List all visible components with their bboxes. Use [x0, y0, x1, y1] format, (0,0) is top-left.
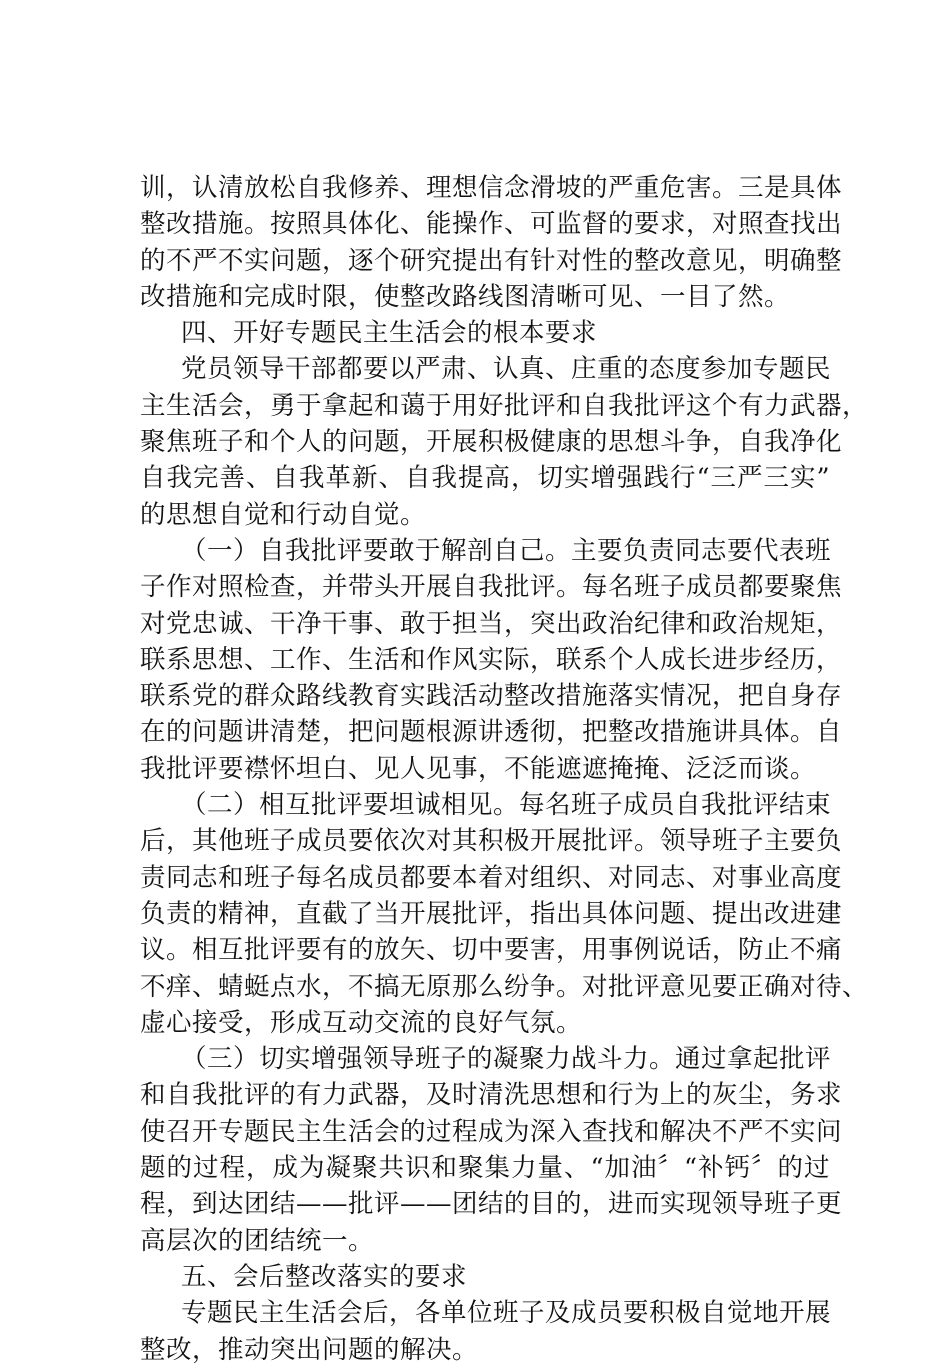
body-line: 后，其他班子成员要依次对其积极开展批评。领导班子主要负	[140, 826, 843, 857]
paragraph-start: 党员领导干部都要以严肃、认真、庄重的态度参加专题民	[181, 354, 832, 385]
body-line: 的思想自觉和行动自觉。	[140, 499, 427, 530]
body-line: 联系思想、工作、生活和作风实际，联系个人成长进步经历，	[140, 644, 843, 675]
subsection-heading-3: （三）切实增强领导班子的凝聚力战斗力。通过拿起批评	[181, 1044, 832, 1075]
body-line: 训，认清放松自我修养、理想信念滑坡的严重危害。三是具体	[140, 173, 843, 203]
body-line: 议。相互批评要有的放矢、切中要害，用事例说话，防止不痛	[140, 935, 843, 966]
body-line: 我批评要襟怀坦白、见人见事，不能遮遮掩掩、泛泛而谈。	[140, 753, 817, 784]
body-line: 自我完善、自我革新、自我提高，切实增强践行“三严三实”	[140, 463, 830, 494]
subsection-heading-2: （二）相互批评要坦诚相见。每名班子成员自我批评结束	[181, 790, 832, 821]
body-line: 不痒、蜻蜓点水，不搞无原那么纷争。对批评意见要正确对待、	[140, 971, 869, 1002]
section-heading-4: 四、开好专题民主生活会的根本要求	[181, 318, 598, 349]
body-line: 题的过程，成为凝聚共识和聚集力量、“加油〞“补钙〞的过	[140, 1153, 830, 1184]
document-body	[140, 170, 869, 1368]
body-line: 改措施和完成时限，使整改路线图清晰可见、一目了然。	[140, 281, 791, 312]
body-line: 子作对照检查，并带头开展自我批评。每名班子成员都要聚焦	[140, 572, 843, 603]
subsection-heading-1: （一）自我批评要敢于解剖自己。主要负责同志要代表班	[181, 535, 832, 566]
body-line: 负责的精神，直截了当开展批评，指出具体问题、提出改进建	[140, 898, 843, 929]
paragraph-start: 专题民主生活会后，各单位班子及成员要积极自觉地开展	[181, 1298, 832, 1329]
body-line: 责同志和班子每名成员都要本着对组织、对同志、对事业高度	[140, 862, 843, 893]
body-line: 聚焦班子和个人的问题，开展积极健康的思想斗争，自我净化	[140, 427, 843, 458]
body-line: 联系党的群众路线教育实践活动整改措施落实情况，把自身存	[140, 681, 843, 712]
body-line: 虚心接受，形成互动交流的良好气氛。	[140, 1007, 583, 1038]
body-line: 的不严不实问题，逐个研究提出有针对性的整改意见，明确整	[140, 245, 843, 276]
body-line: 使召开专题民主生活会的过程成为深入查找和解决不严不实问	[140, 1116, 843, 1147]
body-line: 程，到达团结——批评——团结的目的，进而实现领导班子更	[140, 1189, 843, 1220]
section-heading-5: 五、会后整改落实的要求	[181, 1261, 468, 1292]
body-line: 主生活会，勇于拿起和蔼于用好批评和自我批评这个有力武器，	[140, 390, 869, 421]
body-line: 对党忠诚、干净干事、敢于担当，突出政治纪律和政治规矩，	[140, 608, 843, 639]
body-line: 在的问题讲清楚，把问题根源讲透彻，把整改措施讲具体。自	[140, 717, 843, 748]
body-line: 和自我批评的有力武器，及时清洗思想和行为上的灰尘，务求	[140, 1080, 843, 1111]
body-line: 整改，推动突出问题的解决。	[140, 1334, 479, 1365]
body-line: 整改措施。按照具体化、能操作、可监督的要求，对照查找出	[140, 209, 843, 240]
body-line: 高层次的团结统一。	[140, 1225, 375, 1256]
